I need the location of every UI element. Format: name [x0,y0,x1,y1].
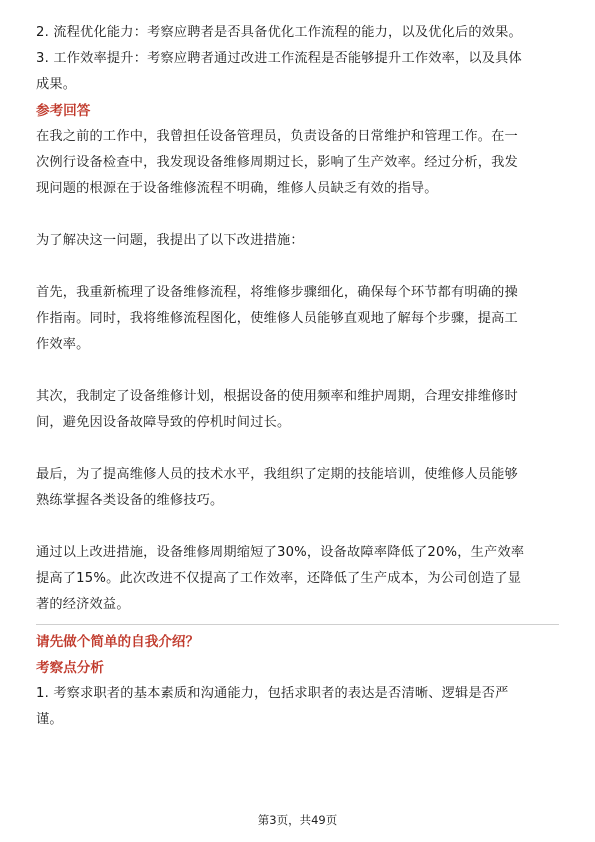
answer-line: 次例行设备检查中，我发现设备维修周期过长，影响了生产效率。经过分析，我发 [36,155,518,170]
criterion-2: 2. 流程优化能力：考察应聘者是否具备优化工作流程的能力，以及优化后的效果。 [36,25,522,40]
answer-line: 在我之前的工作中，我曾担任设备管理员，负责设备的日常维护和管理工作。在一 [36,129,518,144]
question-title: 请先做个简单的自我介绍？ [36,634,200,650]
answer-line: 现问题的根源在于设备维修流程不明确，维修人员缺乏有效的指导。 [36,181,438,196]
answer-line: 间，避免因设备故障导致的停机时间过长。 [36,415,291,430]
answer-line: 为了解决这一问题，我提出了以下改进措施： [36,233,304,248]
answer-line: 提高了15%。此次改进不仅提高了工作效率，还降低了生产成本，为公司创造了显 [36,571,522,586]
answer-line: 首先，我重新梳理了设备维修流程，将维修步骤细化，确保每个环节都有明确的操 [36,285,518,300]
document-page [36,0,559,733]
answer-line: 最后，为了提高维修人员的技术水平，我组织了定期的技能培训，使维修人员能够 [36,467,518,482]
reference-answer-heading: 参考回答 [36,103,91,119]
section-divider [36,624,559,625]
answer-line: 熟练掌握各类设备的维修技巧。 [36,493,224,508]
page-number: 第3页，共49页 [257,813,338,827]
analysis-heading: 考察点分析 [36,660,104,676]
criterion-3-cont: 成果。 [36,77,77,92]
answer-line: 通过以上改进措施，设备维修周期缩短了30%，设备故障率降低了20%，生产效率 [36,545,525,560]
answer-line: 其次，我制定了设备维修计划，根据设备的使用频率和维护周期，合理安排维修时 [36,389,518,404]
analysis-line: 1. 考察求职者的基本素质和沟通能力，包括求职者的表达是否清晰、逻辑是否严 [36,686,509,701]
answer-line: 著的经济效益。 [36,597,130,612]
answer-line: 作指南。同时，我将维修流程图化，使维修人员能够直观地了解每个步骤，提高工 [36,311,518,326]
criterion-3: 3. 工作效率提升：考察应聘者通过改进工作流程是否能够提升工作效率，以及具体 [36,51,522,66]
answer-line: 作效率。 [36,337,90,352]
analysis-line: 谨。 [36,712,63,727]
